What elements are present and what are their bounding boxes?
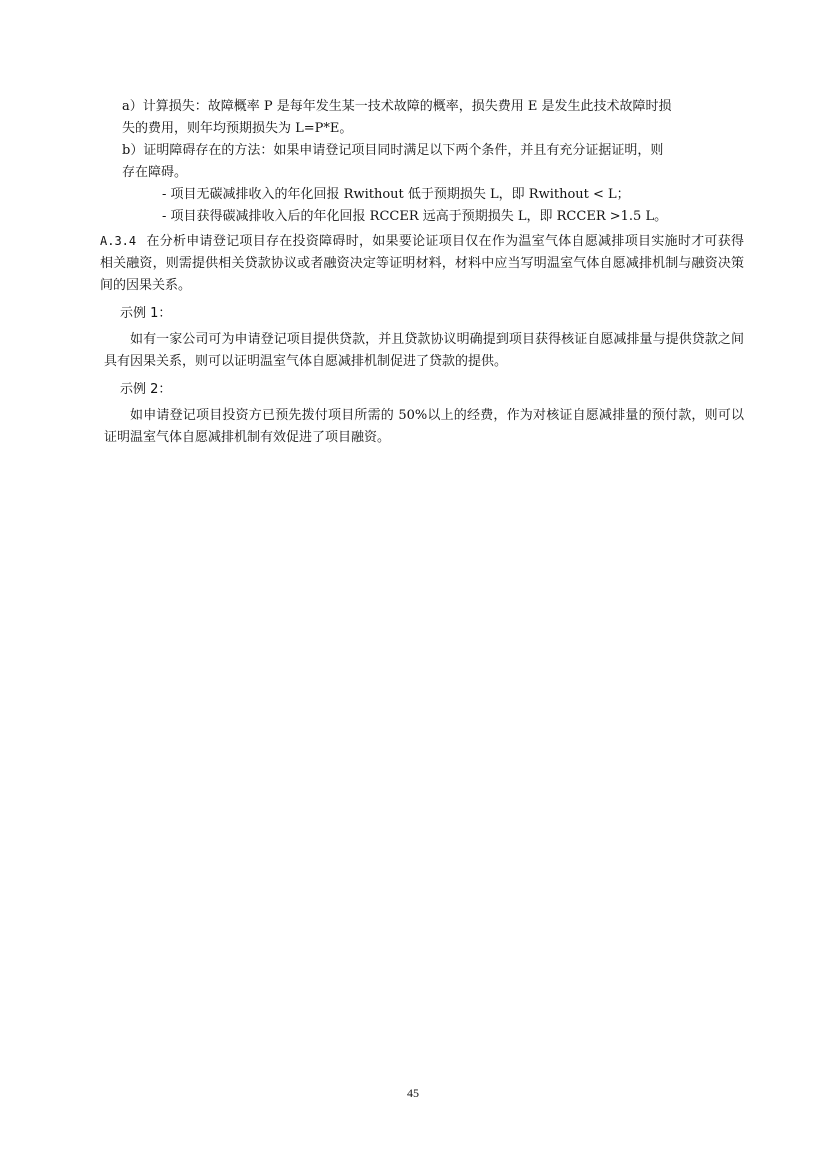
clause-text: 在分析申请登记项目存在投资障碍时，如果要论证项目仅在作为温室气体自愿减排项目实施时才可获得相关融资，则需提供相关贷款协议或者融资决定等证明材料，材料中应当写明温室气体自愿减排机制与融资决策间的因果关系。 <box>100 234 744 293</box>
item-a-line1: a）计算损失：故障概率 P 是每年发生某一技术故障的概率，损失费用 E 是发生此技术故障时损 <box>122 99 672 114</box>
condition-item-2: - 项目获得碳减排收入后的年化回报 RCCER 远高于预期损失 L，即 RCCER >1.5 L。 <box>162 209 668 224</box>
example-1-label: 示例 1： <box>120 306 172 321</box>
clause-number: A.3.4 <box>100 234 137 248</box>
condition-list <box>104 184 744 228</box>
page-number: 45 <box>407 1086 419 1100</box>
item-b-line2: 存在障碍。 <box>122 165 188 180</box>
item-b-line1: b）证明障碍存在的方法：如果申请登记项目同时满足以下两个条件，并且有充分证据证明，则 <box>122 143 664 158</box>
item-a <box>104 96 744 140</box>
page-content <box>100 96 744 449</box>
item-b <box>104 140 744 184</box>
example-1-text: 如有一家公司可为申请登记项目提供贷款，并且贷款协议明确提到项目获得核证自愿减排量与提供贷款之间具有因果关系，则可以证明温室气体自愿减排机制促进了贷款的提供。 <box>104 332 744 369</box>
clause-a34 <box>100 230 744 297</box>
example-2-text: 如申请登记项目投资方已预先拨付项目所需的 50%以上的经费，作为对核证自愿减排量的预付款，则可以证明温室气体自愿减排机制有效促进了项目融资。 <box>104 408 744 445</box>
example-2-label: 示例 2： <box>120 382 172 397</box>
condition-item-1: - 项目无碳减排收入的年化回报 Rwithout 低于预期损失 L，即 Rwithout < L； <box>162 187 630 202</box>
item-a-line2: 失的费用，则年均预期损失为 L=P*E。 <box>122 121 353 136</box>
